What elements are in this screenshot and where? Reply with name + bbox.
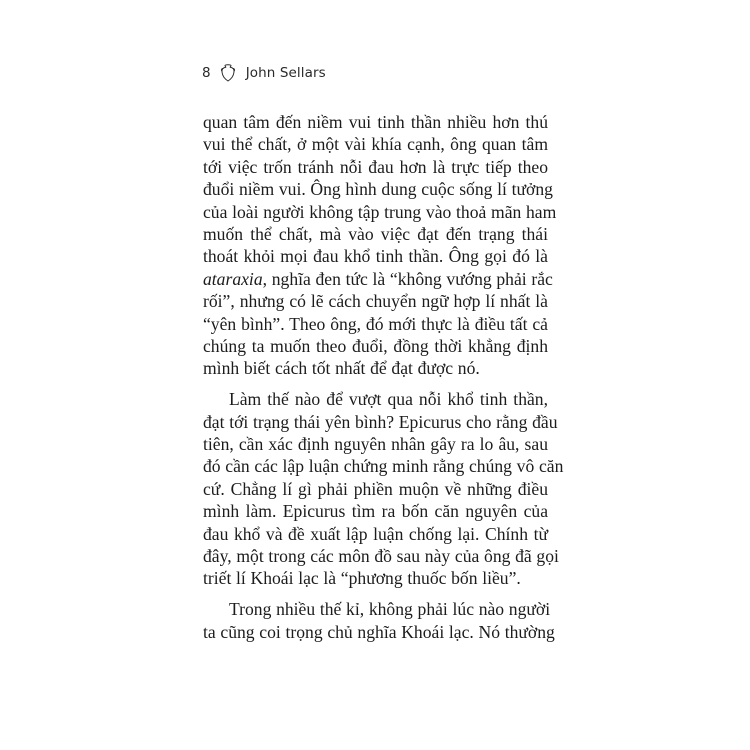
text-line: Trong nhiều thế kỉ, không phải lúc nào người: [229, 599, 551, 620]
text-line: thoát khỏi mọi đau khổ tinh thần. Ông gọi đó là: [203, 246, 548, 267]
text-line-rest: , nghĩa đen tức là “không vướng phải rắc: [262, 268, 553, 289]
text-line: ta cũng coi trọng chủ nghĩa Khoái lạc. Nó thường: [203, 621, 555, 642]
text-line: đạt tới trạng thái yên bình? Epicurus cho rằng đầu: [203, 411, 558, 432]
running-head: [202, 62, 326, 84]
text-line: đau khổ và đề xuất lập luận chống lại. Chính từ: [203, 523, 548, 544]
page-number: 8: [202, 65, 211, 81]
text-line: đó cần các lập luận chứng minh rằng chúng vô căn: [203, 456, 564, 477]
text-line: rối”, nhưng có lẽ cách chuyển ngữ hợp lí nhất là: [203, 291, 548, 312]
paragraph-2: [203, 388, 564, 590]
paragraph-1: [203, 111, 557, 380]
paragraph-3: [203, 598, 555, 643]
text-line: của loài người không tập trung vào thoả mãn ham: [203, 201, 557, 222]
italic-term: ataraxia: [203, 268, 263, 289]
text-line: muốn thể chất, mà vào việc đạt đến trạng thái: [203, 223, 548, 244]
text-line: quan tâm đến niềm vui tinh thần nhiều hơn thú: [203, 112, 548, 132]
text-line: vui thể chất, ở một vài khía cạnh, ông quan tâm: [203, 134, 548, 155]
text-line: đuổi niềm vui. Ông hình dung cuộc sống lí tưởng: [203, 179, 553, 200]
amphora-ornament-icon: [220, 63, 236, 83]
body-text: [203, 111, 564, 652]
text-line: Làm thế nào để vượt qua nỗi khổ tinh thần,: [229, 389, 548, 410]
author-name: John Sellars: [245, 65, 326, 81]
text-line: tiên, cần xác định nguyên nhân gây ra lo âu, sau: [203, 434, 548, 455]
text-line: cứ. Chẳng lí gì phải phiền muộn về những điều: [203, 478, 548, 499]
text-line: “yên bình”. Theo ông, đó mới thực là điều tất cả: [203, 313, 548, 334]
text-line: mình làm. Epicurus tìm ra bốn căn nguyên của: [203, 501, 548, 522]
text-line: triết lí Khoái lạc là “phương thuốc bốn liều”.: [203, 568, 521, 589]
text-line-with-italic: [203, 268, 553, 290]
text-line: đây, một trong các môn đồ sau này của ông đã gọi: [203, 546, 559, 567]
text-line: tới việc trốn tránh nỗi đau hơn là trực tiếp theo: [203, 156, 548, 177]
text-line: chúng ta muốn theo đuổi, đồng thời khẳng định: [203, 335, 548, 356]
text-line: mình biết cách tốt nhất để đạt được nó.: [203, 358, 480, 379]
